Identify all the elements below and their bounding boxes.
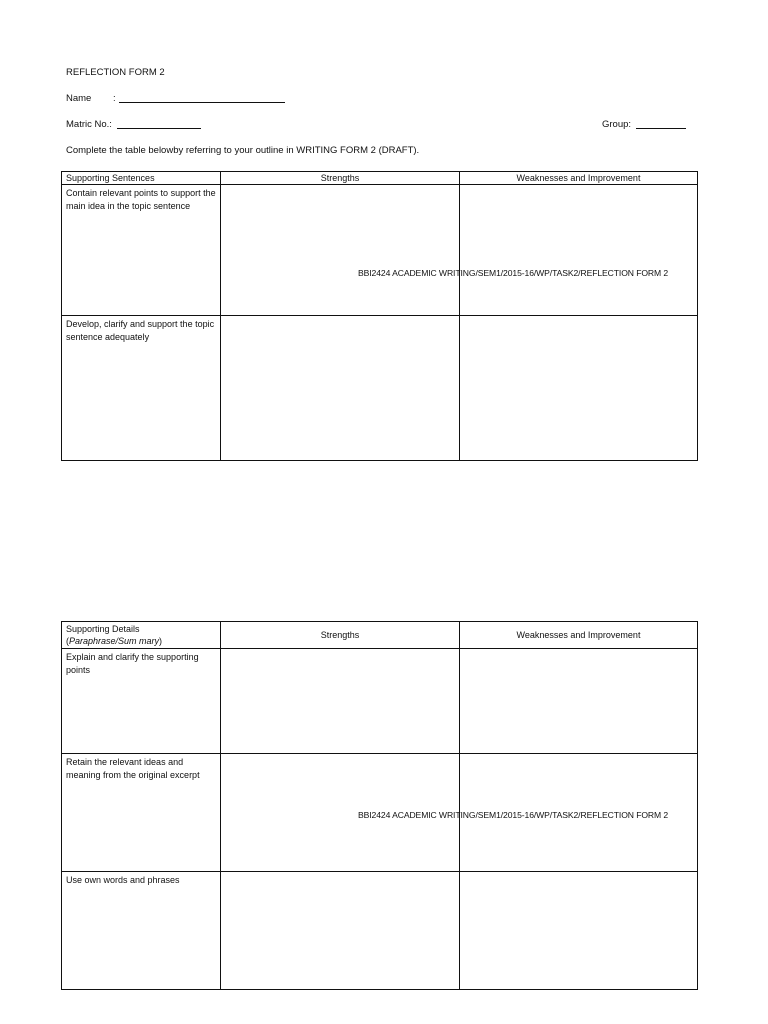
supporting-details-table <box>61 621 698 990</box>
strengths-cell[interactable] <box>221 316 460 461</box>
header-strengths: Strengths <box>221 622 460 649</box>
weaknesses-cell[interactable] <box>460 185 698 316</box>
footer-course-code: BBI2424 ACADEMIC WRITING/SEM1/2015-16/WP/TASK2/REFLECTION FORM 2 <box>358 810 669 820</box>
instruction-text: Complete the table belowby referring to your outline in WRITING FORM 2 (DRAFT). <box>66 145 420 156</box>
header-supporting-details: Supporting Details (Paraphrase/Sum mary) <box>62 622 221 649</box>
criterion-cell: Use own words and phrases <box>62 872 221 990</box>
group-label: Group: <box>602 119 632 130</box>
weaknesses-cell[interactable] <box>460 316 698 461</box>
strengths-cell[interactable] <box>221 649 460 754</box>
table-row <box>62 649 698 754</box>
footer-course-code: BBI2424 ACADEMIC WRITING/SEM1/2015-16/WP/TASK2/REFLECTION FORM 2 <box>358 268 669 278</box>
table-row <box>62 316 698 461</box>
header-supporting-sentences: Supporting Sentences <box>62 172 221 185</box>
table-row <box>62 185 698 316</box>
name-colon: : <box>113 93 116 104</box>
name-label: Name <box>66 93 92 104</box>
supporting-sentences-table <box>61 171 698 461</box>
header-weaknesses: Weaknesses and Improvement <box>460 622 698 649</box>
criterion-cell: Retain the relevant ideas and meaning from the original excerpt <box>62 754 221 872</box>
criterion-cell: Develop, clarify and support the topic sentence adequately <box>62 316 221 461</box>
table-row <box>62 872 698 990</box>
table-header-row <box>62 622 698 649</box>
name-field[interactable] <box>119 91 285 103</box>
strengths-cell[interactable] <box>221 872 460 990</box>
criterion-cell: Explain and clarify the supporting points <box>62 649 221 754</box>
matric-label: Matric No.: <box>66 119 112 130</box>
form-title: REFLECTION FORM 2 <box>66 67 165 78</box>
weaknesses-cell[interactable] <box>460 872 698 990</box>
group-field[interactable] <box>636 117 686 129</box>
header-strengths: Strengths <box>221 172 460 185</box>
table-header-row <box>62 172 698 185</box>
strengths-cell[interactable] <box>221 185 460 316</box>
weaknesses-cell[interactable] <box>460 649 698 754</box>
criterion-cell: Contain relevant points to support the main idea in the topic sentence <box>62 185 221 316</box>
header-weaknesses: Weaknesses and Improvement <box>460 172 698 185</box>
matric-field[interactable] <box>117 117 201 129</box>
